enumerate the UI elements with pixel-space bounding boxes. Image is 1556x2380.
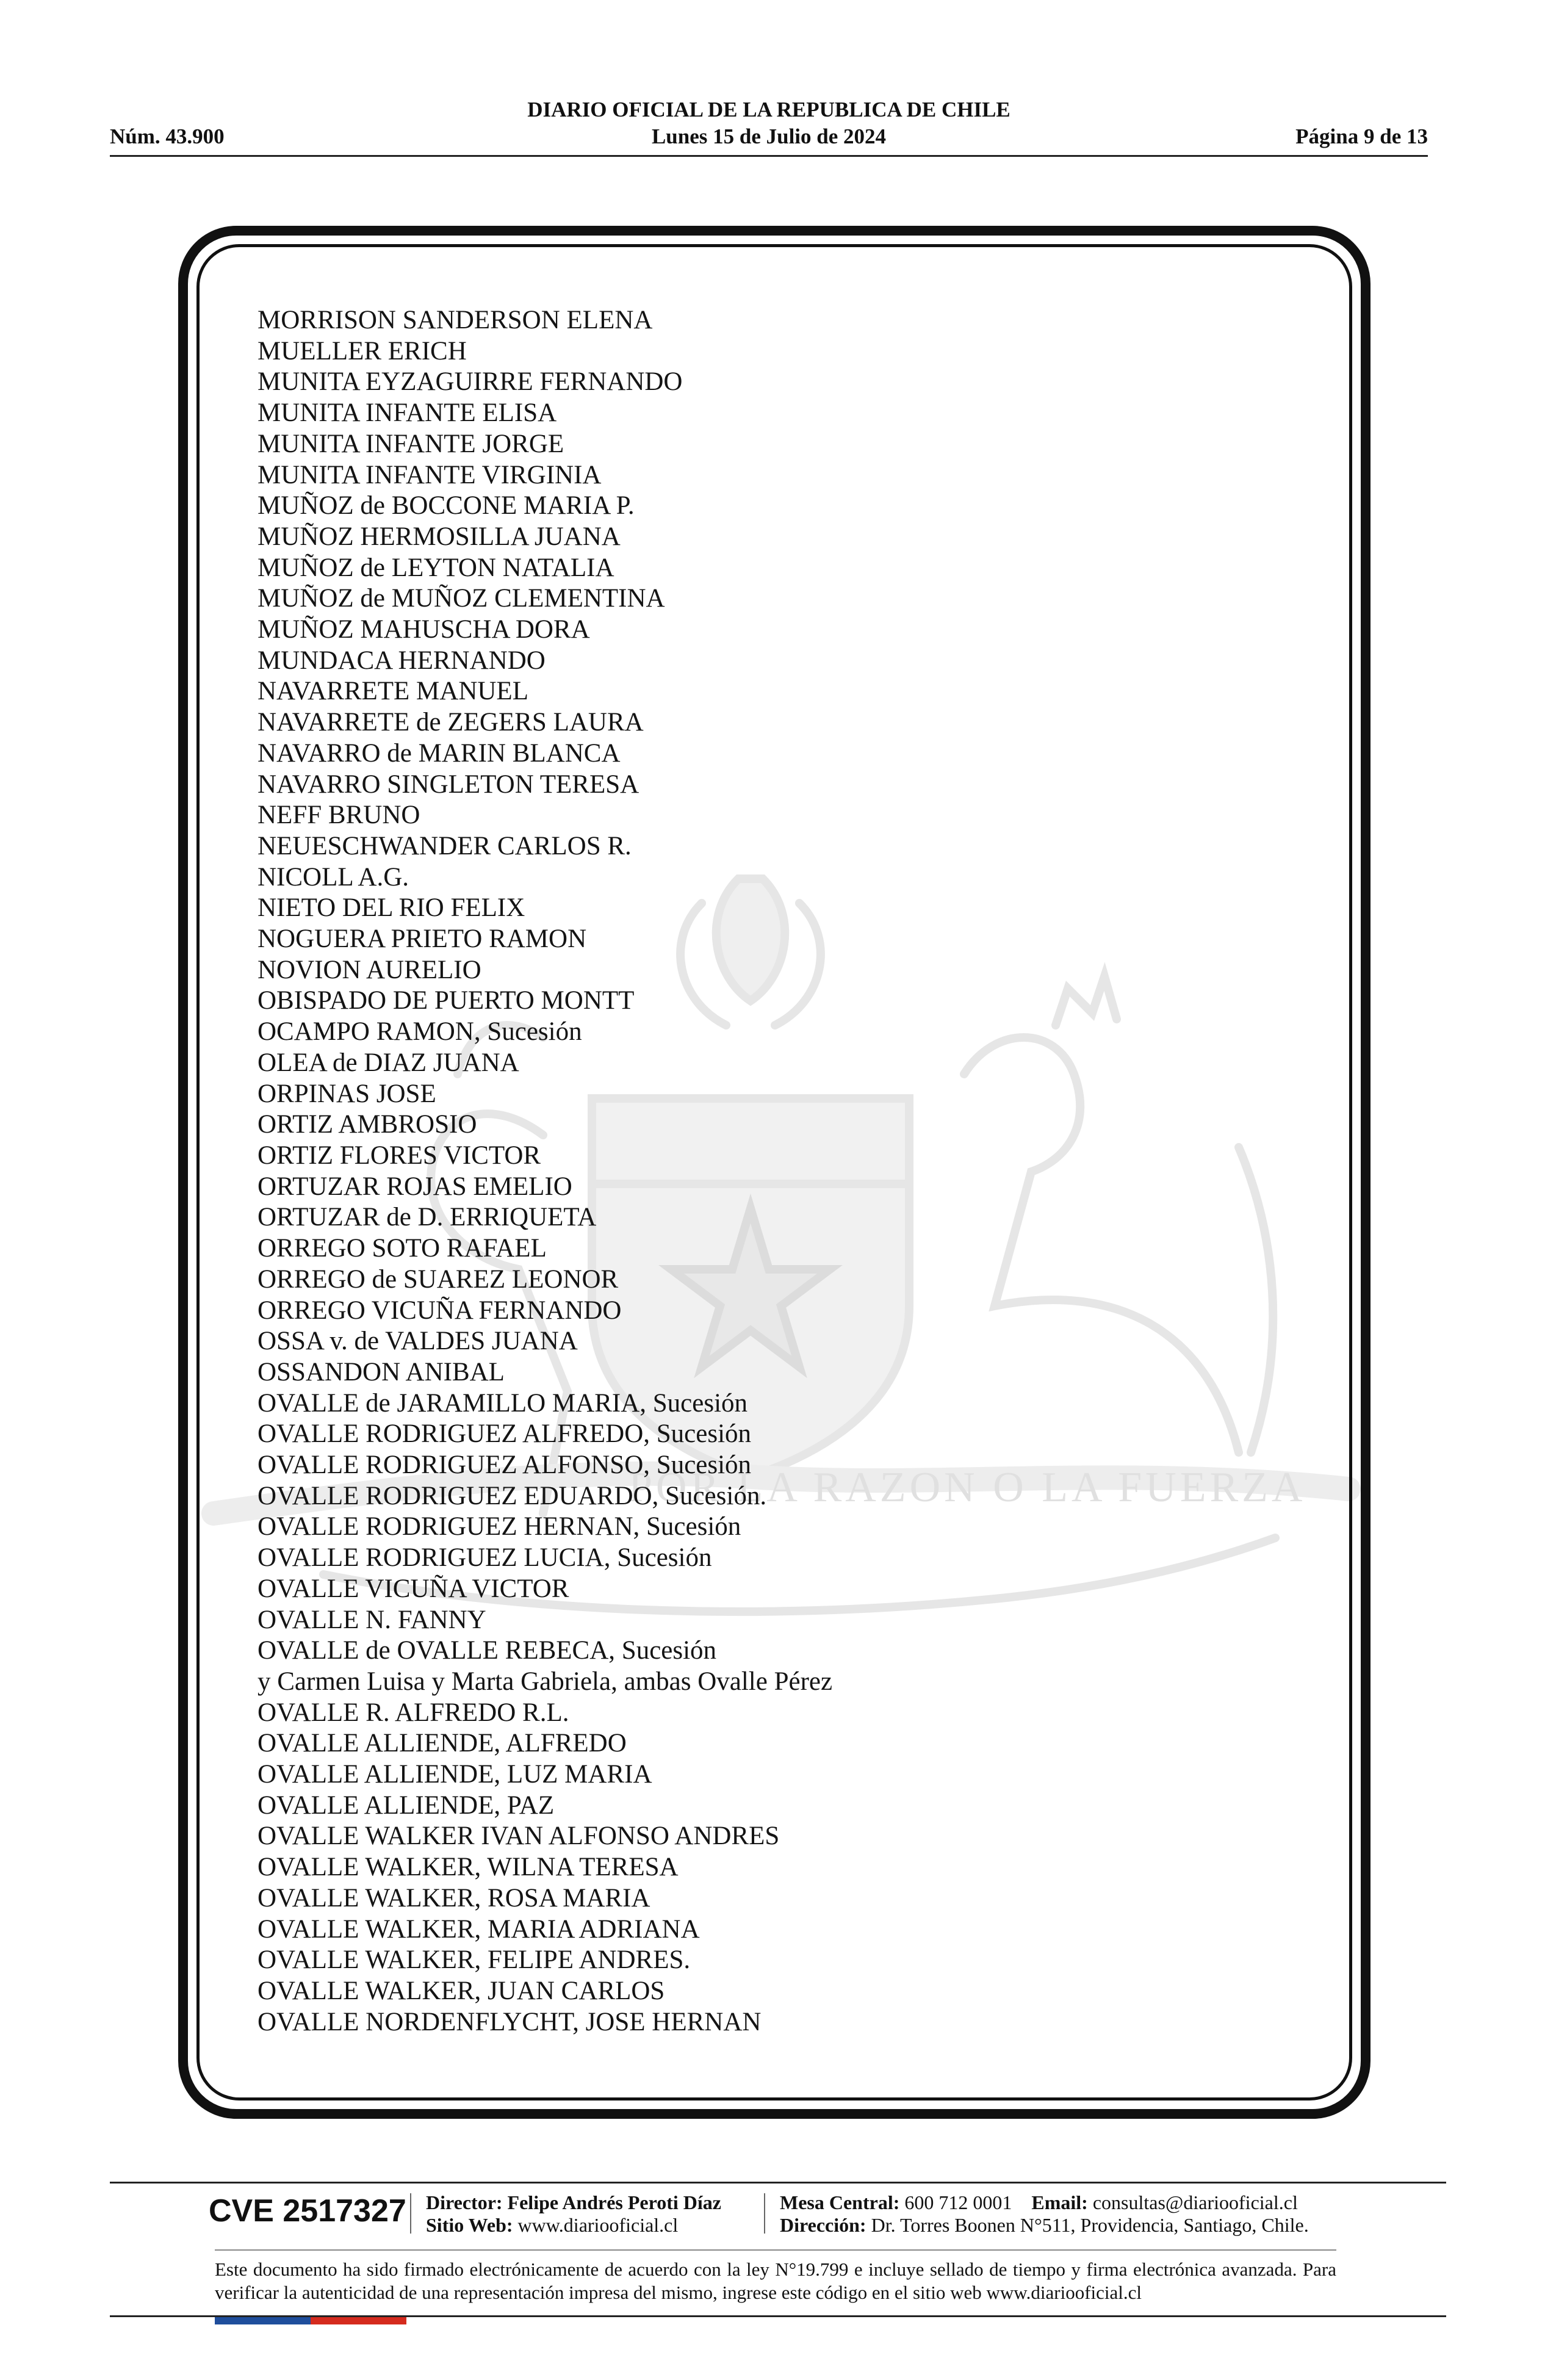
list-item: MUÑOZ de MUÑOZ CLEMENTINA bbox=[258, 584, 665, 613]
list-item: MUNITA INFANTE ELISA bbox=[258, 398, 557, 428]
watermark-motto: POR LA RAZON O LA FUERZA bbox=[629, 1464, 1306, 1511]
list-item: OVALLE de JARAMILLO MARIA, Sucesión bbox=[258, 1388, 748, 1418]
footer-divider-top bbox=[110, 2182, 1446, 2183]
page-header bbox=[110, 92, 1428, 159]
list-item: MUÑOZ de BOCCONE MARIA P. bbox=[258, 491, 635, 521]
website-label: Sitio Web: bbox=[426, 2214, 513, 2236]
phone-number: 600 712 0001 bbox=[904, 2191, 1012, 2213]
footer-divider-middle bbox=[215, 2249, 1336, 2251]
list-item: MUÑOZ MAHUSCHA DORA bbox=[258, 615, 590, 644]
list-item: MUNITA INFANTE JORGE bbox=[258, 429, 564, 458]
names-list bbox=[258, 305, 832, 2038]
list-item: OVALLE RODRIGUEZ ALFREDO, Sucesión bbox=[258, 1419, 752, 1449]
list-item: OVALLE de OVALLE REBECA, Sucesión bbox=[258, 1636, 717, 1665]
list-item: NEUESCHWANDER CARLOS R. bbox=[258, 831, 632, 860]
list-item: ORTIZ AMBROSIO bbox=[258, 1110, 477, 1139]
list-item: OBISPADO DE PUERTO MONTT bbox=[258, 986, 635, 1015]
list-item: OSSANDON ANIBAL bbox=[258, 1357, 505, 1387]
page-number: Página 9 de 13 bbox=[1295, 124, 1428, 148]
list-item: ORREGO SOTO RAFAEL bbox=[258, 1234, 547, 1263]
list-item: OVALLE WALKER, JUAN CARLOS bbox=[258, 1976, 665, 2005]
list-item: OVALLE ALLIENDE, LUZ MARIA bbox=[258, 1760, 652, 1789]
list-item: OVALLE RODRIGUEZ HERNAN, Sucesión bbox=[258, 1512, 741, 1542]
list-item: OVALLE ALLIENDE, ALFREDO bbox=[258, 1729, 627, 1758]
list-item: OCAMPO RAMON, Sucesión bbox=[258, 1017, 582, 1047]
phone-label: Mesa Central: bbox=[780, 2191, 900, 2213]
list-item: NOGUERA PRIETO RAMON bbox=[258, 925, 587, 954]
list-item: ORTIZ FLORES VICTOR bbox=[258, 1141, 541, 1170]
list-item: ORPINAS JOSE bbox=[258, 1079, 436, 1108]
list-item: OVALLE WALKER IVAN ALFONSO ANDRES bbox=[258, 1822, 780, 1851]
header-divider bbox=[110, 155, 1428, 157]
list-item: MUELLER ERICH bbox=[258, 336, 467, 366]
list-item: NAVARRETE MANUEL bbox=[258, 677, 528, 706]
list-item: OVALLE WALKER, ROSA MARIA bbox=[258, 1883, 650, 1913]
list-item: ORTUZAR de D. ERRIQUETA bbox=[258, 1203, 597, 1232]
address-label: Dirección: bbox=[780, 2214, 866, 2236]
footer-separator bbox=[410, 2193, 411, 2234]
cve-code: CVE 2517327 bbox=[209, 2193, 406, 2229]
list-item: OVALLE WALKER, MARIA ADRIANA bbox=[258, 1914, 700, 1944]
list-item: NAVARRETE de ZEGERS LAURA bbox=[258, 708, 644, 737]
list-item: ORREGO de SUAREZ LEONOR bbox=[258, 1264, 619, 1294]
website-link[interactable]: www.diariooficial.cl bbox=[517, 2214, 679, 2236]
list-item: OVALLE VICUÑA VICTOR bbox=[258, 1574, 569, 1603]
list-item: MUNITA INFANTE VIRGINIA bbox=[258, 460, 602, 489]
list-item: MUÑOZ HERMOSILLA JUANA bbox=[258, 522, 621, 551]
list-item: NICOLL A.G. bbox=[258, 862, 409, 892]
list-item: MUÑOZ de LEYTON NATALIA bbox=[258, 553, 614, 582]
address-text: Dr. Torres Boonen N°511, Providencia, Santiago, Chile. bbox=[871, 2214, 1309, 2236]
list-item: OVALLE N. FANNY bbox=[258, 1605, 486, 1634]
list-item: MUNDACA HERNANDO bbox=[258, 646, 546, 675]
email-label: Email: bbox=[1031, 2191, 1088, 2213]
list-item: NAVARRO SINGLETON TERESA bbox=[258, 770, 639, 799]
list-item: OVALLE NORDENFLYCHT, JOSE HERNAN bbox=[258, 2007, 762, 2036]
email-link[interactable]: consultas@diariooficial.cl bbox=[1092, 2191, 1298, 2213]
list-item: MORRISON SANDERSON ELENA bbox=[258, 306, 653, 334]
list-item: OVALLE RODRIGUEZ ALFONSO, Sucesión bbox=[258, 1451, 752, 1480]
page-header-center bbox=[110, 96, 1428, 150]
list-item: NAVARRO de MARIN BLANCA bbox=[258, 738, 621, 768]
issue-date: Lunes 15 de Julio de 2024 bbox=[651, 124, 887, 148]
list-item: OVALLE ALLIENDE, PAZ bbox=[258, 1790, 555, 1820]
list-item: ORTUZAR ROJAS EMELIO bbox=[258, 1172, 572, 1201]
list-item: y Carmen Luisa y Marta Gabriela, ambas Ovalle Pérez bbox=[258, 1667, 833, 1696]
footer-contact-column bbox=[780, 2191, 1309, 2237]
director-name: Felipe Andrés Peroti Díaz bbox=[507, 2191, 721, 2213]
flag-stripe-red bbox=[311, 2317, 406, 2324]
list-item: OVALLE WALKER, FELIPE ANDRES. bbox=[258, 1945, 691, 1975]
list-item: OSSA v. de VALDES JUANA bbox=[258, 1327, 578, 1356]
list-item: NOVION AURELIO bbox=[258, 955, 481, 984]
list-item: OVALLE WALKER, WILNA TERESA bbox=[258, 1853, 679, 1882]
director-label: Director: bbox=[426, 2191, 503, 2213]
newspaper-title: DIARIO OFICIAL DE LA REPUBLICA DE CHILE bbox=[527, 98, 1010, 121]
list-item: NEFF BRUNO bbox=[258, 801, 420, 830]
flag-stripe-blue bbox=[215, 2317, 311, 2324]
footer-director-column bbox=[426, 2191, 721, 2237]
issue-number: Núm. 43.900 bbox=[110, 124, 225, 148]
list-item: OVALLE RODRIGUEZ EDUARDO, Sucesión. bbox=[258, 1481, 767, 1510]
list-item: OVALLE RODRIGUEZ LUCIA, Sucesión bbox=[258, 1543, 712, 1573]
footer-separator bbox=[764, 2193, 765, 2234]
list-item: OVALLE R. ALFREDO R.L. bbox=[258, 1698, 569, 1727]
legal-notice: Este documento ha sido firmado electrónicamente de acuerdo con la ley N°19.799 e incluye sellado de tiempo y firma electrónica avanzada. Para verificar la autenticidad de una representación impresa del mismo, ingrese este código en el sitio web www.diariooficial.cl bbox=[215, 2259, 1336, 2303]
list-item: MUNITA EYZAGUIRRE FERNANDO bbox=[258, 367, 683, 397]
list-item: ORREGO VICUÑA FERNANDO bbox=[258, 1296, 622, 1325]
list-item: NIETO DEL RIO FELIX bbox=[258, 893, 525, 923]
list-item: OLEA de DIAZ JUANA bbox=[258, 1048, 519, 1077]
